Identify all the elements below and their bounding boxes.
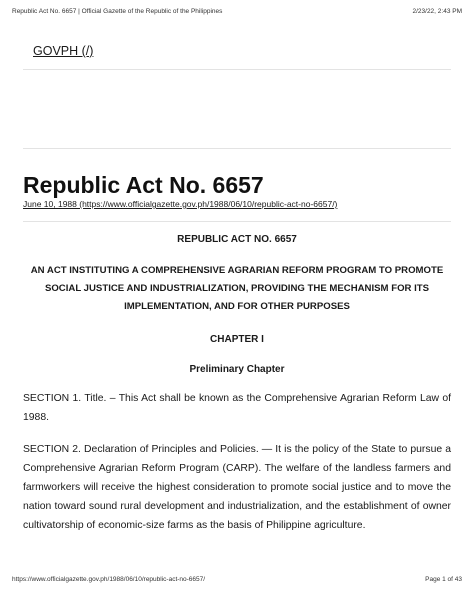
section-2: SECTION 2. Declaration of Principles and Policies. — It is the policy of the State to pursue a Comprehensive Agrarian Reform Program (CARP). The welfare of the landless farmers and farmworkers will receive the highest consideration to promote social justice and to move the nation toward sound rural development and industrialization, and the establishment of owner cultivatorship of economic-size farms as the basis of Philippine agriculture. <box>23 444 451 531</box>
chapter-heading: CHAPTER I <box>210 334 264 345</box>
divider <box>23 69 451 70</box>
chapter-title: Preliminary Chapter <box>189 364 285 375</box>
act-title: AN ACT INSTITUTING A COMPREHENSIVE AGRARIAN REFORM PROGRAM TO PROMOTE SOCIAL JUSTICE AND INDUSTRIALIZATION, PROVIDING THE MECHANISM FOR ITS IMPLEMENTATION, AND FOR OTHER PURPOSES <box>30 265 444 312</box>
section-1: SECTION 1. Title. – This Act shall be known as the Comprehensive Agrarian Reform Law of 1988. <box>23 393 451 423</box>
divider <box>23 148 451 149</box>
article-body <box>23 234 451 535</box>
page-number: Page 1 of 43 <box>425 576 462 583</box>
print-header-timestamp: 2/23/22, 2:43 PM <box>412 8 462 15</box>
divider <box>23 221 451 222</box>
ra-heading: REPUBLIC ACT NO. 6657 <box>177 234 297 245</box>
print-header-title: Republic Act No. 6657 | Official Gazette of the Republic of the Philippines <box>12 8 223 15</box>
page-title: Republic Act No. 6657 <box>23 172 264 198</box>
print-footer <box>12 576 462 583</box>
date-link[interactable]: June 10, 1988 (https://www.officialgazette.gov.ph/1988/06/10/republic-act-no-6657/) <box>23 199 338 209</box>
print-header <box>12 8 462 15</box>
govph-link[interactable]: GOVPH (/) <box>33 44 94 58</box>
print-footer-url: https://www.officialgazette.gov.ph/1988/06/10/republic-act-no-6657/ <box>12 576 206 583</box>
